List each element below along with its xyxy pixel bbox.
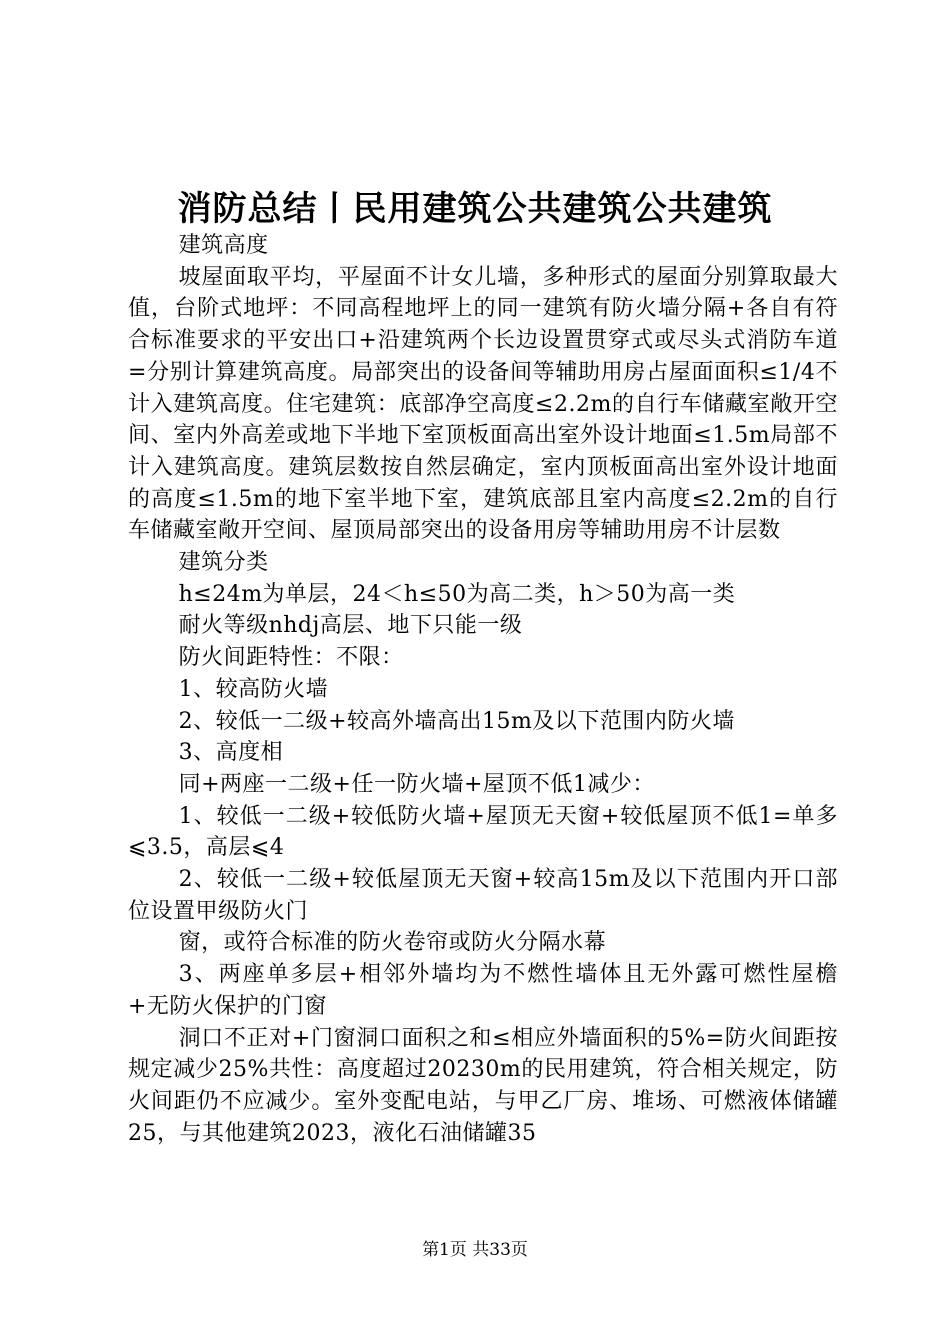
paragraph-list-item: 3、高度相 — [178, 740, 284, 766]
paragraph-list-item: 2、较低一二级+较低屋顶无天窗+较高15m及以下范围内开口部位设置甲级防火门 — [128, 867, 838, 924]
paragraph-building-height-rules: 坡屋面取平均，平屋面不计女儿墙，多种形式的屋面分别算取最大值，台阶式地坪：不同高程地坪上的同一建筑有防火墙分隔+各自有符合标准要求的平安出口+沿建筑两个长边设置贯穿式或尽头式消防车道=分别计算建筑高度。局部突出的设备间等辅助用房占屋面面积≤1/4不计入建筑高度。住宅建筑：底部净空高度≤2.2m的自行车储藏室敞开空间、室内外高差或地下半地下室顶板面高出室外设计地面≤1.5m局部不计入建筑高度。建筑层数按自然层确定，室内顶板面高出室外设计地面的高度≤1.5m的地下室半地下室，建筑底部且室内高度≤2.2m的自行车储藏室敞开空间、屋顶局部突出的设备用房等辅助用房不计层数 — [128, 264, 838, 544]
paragraph-list-item: 3、两座单多层+相邻外墙均为不燃性墙体且无外露可燃性屋檐+无防火保护的门窗 — [128, 962, 838, 1019]
paragraph-common-rules: 洞口不正对+门窗洞口面积之和≤相应外墙面积的5%=防火间距按规定减少25%共性：高度超过20230m的民用建筑，符合相关规定，防火间距仍不应减少。室外变配电站，与甲乙厂房、堆场、可燃液体储罐25，与其他建筑2023，液化石油储罐35 — [128, 1025, 838, 1146]
document-title: 消防总结丨民用建筑公共建筑公共建筑 — [177, 189, 773, 229]
paragraph-fire-resistance: 耐火等级nhdj高层、地下只能一级 — [178, 613, 523, 639]
paragraph-heading-building-class: 建筑分类 — [178, 550, 269, 576]
paragraph-list-item: 1、较高防火墙 — [178, 676, 329, 702]
paragraph-heading-building-height: 建筑高度 — [178, 233, 269, 258]
paragraph-fire-spacing-heading: 防火间距特性：不限： — [178, 645, 404, 671]
paragraph-reduction-heading: 同+两座一二级+任一防火墙+屋顶不低1减少： — [178, 771, 655, 797]
paragraph-list-item: 1、较低一二级+较低防火墙+屋顶无天窗+较低屋顶不低1=单多⩽3.5，高层⩽4 — [128, 803, 838, 861]
page-number-footer: 第1页 共33页 — [422, 1240, 528, 1260]
document-body — [128, 230, 838, 1149]
paragraph-building-class-rules: h≤24m为单层，24＜h≤50为高二类，h＞50为高一类 — [178, 581, 736, 607]
paragraph-continuation: 窗，或符合标准的防火卷帘或防火分隔水幕 — [178, 930, 607, 956]
paragraph-list-item: 2、较低一二级+较高外墙高出15m及以下范围内防火墙 — [178, 708, 735, 734]
